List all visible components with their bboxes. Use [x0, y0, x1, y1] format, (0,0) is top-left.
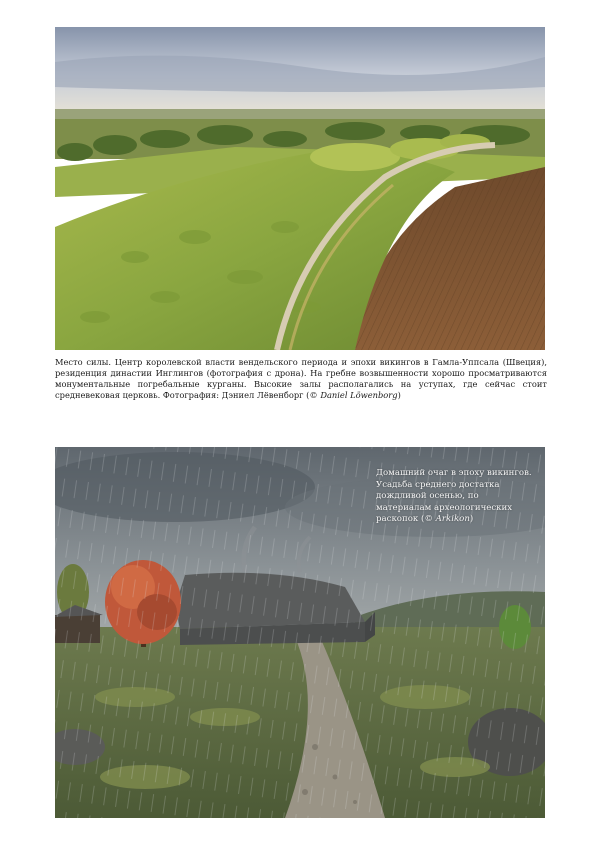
- aerial-mounds-illustration: [55, 27, 545, 350]
- overlay-caption-close: ): [469, 514, 474, 524]
- aerial-mounds-photo: [55, 27, 545, 350]
- caption-text: Место силы. Центр королевской власти вендельского периода и эпохи викингов в Гамла-Уппсала (Швеция), резиденция династии Инглингов (фотография с дрона). На гребне возвышенности хорошо просматриваются монументальные погребальные курганы. Высокие залы располагались на уступах, где сейчас стоит средневековая церковь. Фотография: Дэниел Лёвенборг (©: [55, 357, 547, 400]
- caption-close: ): [397, 390, 401, 400]
- overlay-caption-text: Домашний очаг в эпоху викингов. Усадьба среднего достатка дождливой осенью, по материалам археологических раскопок (©: [376, 468, 532, 524]
- caption-credit: Daniel Löwenborg: [320, 390, 398, 400]
- photo-caption-aerial: [55, 357, 547, 401]
- reconstruction-caption: [376, 468, 536, 526]
- overlay-caption-credit: Arkikon: [435, 514, 470, 524]
